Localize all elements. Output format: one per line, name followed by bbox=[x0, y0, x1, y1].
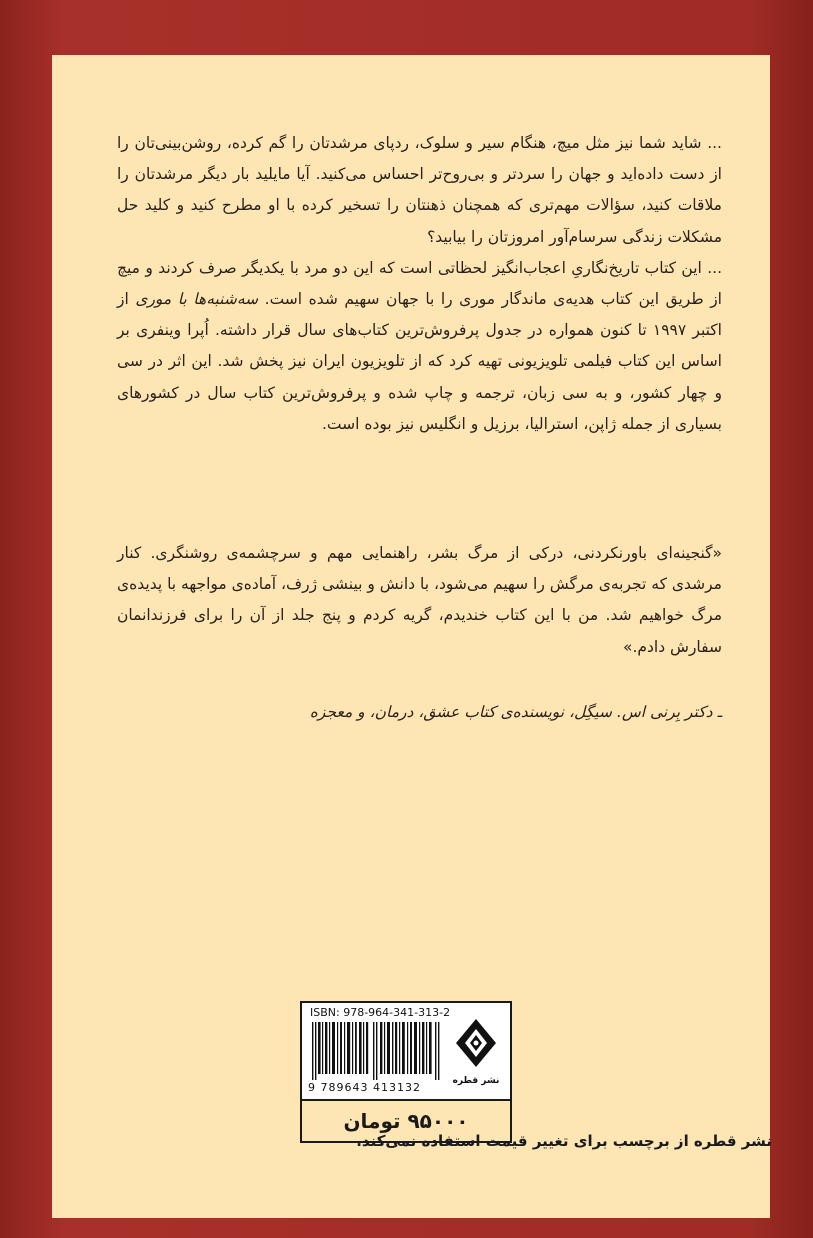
blurb-text bbox=[117, 128, 722, 440]
isbn-label: ISBN: 978-964-341-313-2 bbox=[310, 1006, 451, 1019]
book-title: سه‌شنبه‌ها با موری bbox=[135, 290, 259, 309]
publisher-logo-label: نشر قطره bbox=[452, 1076, 500, 1086]
barcode-icon bbox=[310, 1022, 442, 1080]
blurb-paragraph-1: ... شاید شما نیز مثل میچ، هنگام سیر و سلوک، ردپای مرشدتان را گم کرده، روشن‌بینی‌تان را از دست داده‌اید و جهان را سردتر و بی‌روح‌تر احساس می‌کنید. آیا مایلید بار دیگر مرشدتان را ملاقات کنید، سؤالات مهم‌تری که همچنان ذهنتان را تسخیر کرده با او مطرح کنید و کلید حل مشکلات زندگی سرسام‌آور امروزتان را بیابید؟ bbox=[117, 134, 722, 246]
quote-attribution: ـ دکتر بِرنی اس. سیگِل، نویسنده‌ی کتاب عشق، درمان، و معجزه bbox=[309, 703, 722, 721]
publisher-logo-icon bbox=[452, 1017, 500, 1093]
price-label: ۹۵۰۰۰ تومان bbox=[300, 1099, 512, 1143]
blurb-paragraph-2 bbox=[117, 253, 722, 440]
barcode-number: 9 789643 413132 bbox=[308, 1081, 421, 1094]
endorsement-quote bbox=[117, 538, 722, 663]
quote-text: «گنجینه‌ای باورنکردنی، درکی از مرگ بشر، راهنمایی مهم و سرچشمه‌ی روشنگری. کنار مرشدی که تجربه‌ی مرگش را سهیم می‌شود، با دانش و بینشی ژرف، آماده‌ی مواجهه با پدیده‌ی مرگ خواهیم شد. من با این کتاب خندیدم، گریه کردم و پنج جلد از آن را برای فرزندانمان سفارش دادم.» bbox=[117, 544, 722, 656]
barcode-panel bbox=[300, 1001, 512, 1101]
blurb-paragraph-2-intro: ... این کتاب تاریخ‌نگاریِ اعجاب‌انگیز لحظاتی است که این دو مرد با یکدیگر صرف کردند و میچ از طریق این کتاب هدیه‌ی ماندگار موری را با جهان سهیم شده است. bbox=[117, 258, 722, 309]
price-notice: نشر قطره از برچسب برای تغییر قیمت استفاده نمی‌کند. bbox=[356, 1132, 772, 1150]
blurb-paragraph-2-rest: از اکتبر ۱۹۹۷ تا کنون همواره در جدول پرفروش‌ترین کتاب‌های سال قرار داشته. اُپرا وینفری بر اساس این کتاب فیلمی تلویزیونی تهیه کرد که از تلویزیون ایران نیز پخش شد. این اثر در سی و چهار کشور، و به سی زبان، ترجمه و چاپ شده و پرفروش‌ترین کتاب سال در کشورهای بسیاری از جمله ژاپن، استرالیا، برزیل و انگلیس نیز بوده است. bbox=[117, 290, 722, 433]
